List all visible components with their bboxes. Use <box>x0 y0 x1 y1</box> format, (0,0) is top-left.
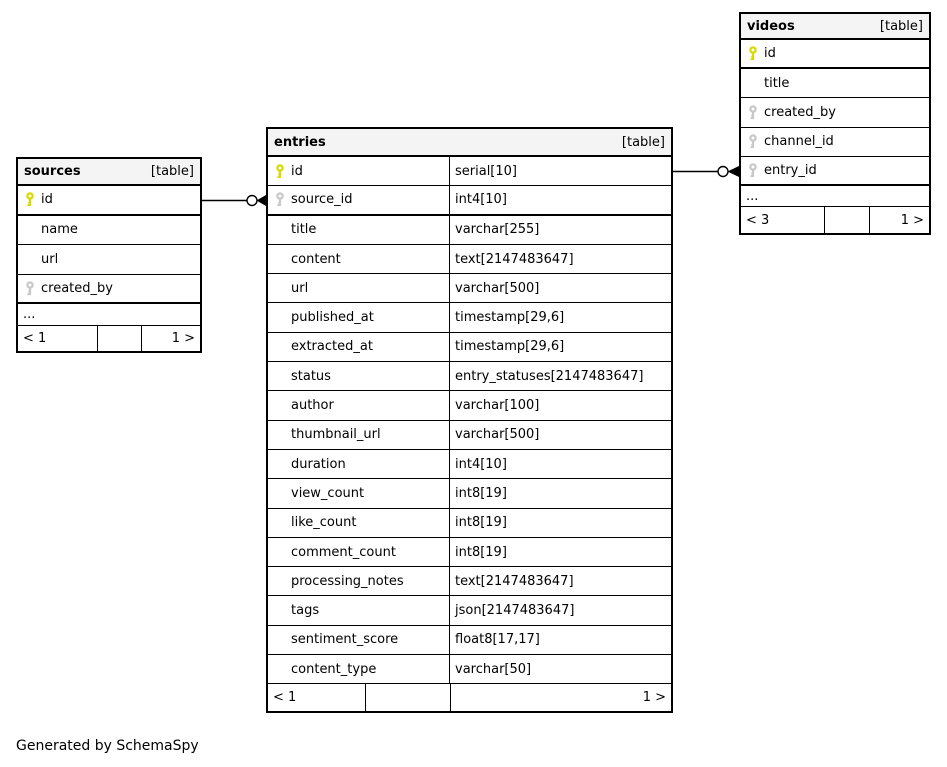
table-header[interactable] <box>741 14 929 40</box>
column-row-tags <box>268 596 671 625</box>
column-name: processing_notes <box>291 573 404 589</box>
column-row-title <box>741 69 929 98</box>
foreign-key-icon <box>275 192 285 207</box>
column-type: text[2147483647] <box>455 251 574 267</box>
column-type: varchar[500] <box>455 427 540 443</box>
column-name-cell <box>268 333 450 361</box>
column-row-created_by <box>741 98 929 127</box>
fk-connector-entries-videos <box>673 166 739 177</box>
arrowhead-marker <box>728 166 740 177</box>
table-columns <box>268 157 671 684</box>
key-spacer <box>275 545 285 560</box>
primary-key-icon <box>748 46 758 61</box>
column-row-processing_notes <box>268 567 671 596</box>
table-name[interactable]: entries <box>274 134 326 150</box>
column-row-created_by <box>18 275 200 305</box>
key-spacer <box>275 457 285 472</box>
column-type: serial[10] <box>455 163 517 179</box>
column-name-cell <box>268 391 450 419</box>
column-name: published_at <box>291 310 374 326</box>
column-name: id <box>291 163 303 179</box>
column-type: entry_statuses[2147483647] <box>455 368 644 384</box>
column-name-cell <box>268 216 450 244</box>
column-name-cell <box>18 245 200 274</box>
column-type: float8[17,17] <box>455 632 540 648</box>
column-type: varchar[500] <box>455 280 540 296</box>
column-name-cell <box>268 186 450 213</box>
table-videos <box>739 12 931 235</box>
column-type: int4[10] <box>455 192 507 208</box>
footer-spacer-cell <box>825 207 870 233</box>
table-name[interactable]: videos <box>747 18 795 34</box>
table-name[interactable]: sources <box>24 164 81 179</box>
key-spacer <box>275 369 285 384</box>
column-name-cell <box>268 157 450 185</box>
column-name: author <box>291 398 334 414</box>
key-spacer <box>275 632 285 647</box>
column-row-content_type <box>268 655 671 684</box>
column-name-cell <box>268 479 450 507</box>
column-name: entry_id <box>764 162 817 178</box>
column-name: url <box>41 251 59 267</box>
column-name-cell <box>268 303 450 331</box>
table-header[interactable] <box>18 159 200 186</box>
table-badge: [table] <box>879 18 923 34</box>
column-name-cell <box>268 509 450 537</box>
column-type: varchar[255] <box>455 222 540 238</box>
column-row-sentiment_score <box>268 626 671 655</box>
column-name-cell <box>268 274 450 302</box>
column-name: like_count <box>291 515 357 531</box>
column-row-extracted_at <box>268 333 671 362</box>
table-columns <box>741 40 929 207</box>
column-row-id <box>268 157 671 186</box>
key-spacer <box>275 339 285 354</box>
table-badge: [table] <box>150 164 194 179</box>
foreign-key-icon <box>25 281 35 296</box>
key-spacer <box>25 252 35 267</box>
column-row-like_count <box>268 509 671 538</box>
table-columns <box>18 186 200 326</box>
table-footer <box>741 207 929 233</box>
column-name: content_type <box>291 661 377 677</box>
column-type: int8[19] <box>455 485 507 501</box>
column-name-cell <box>741 40 929 67</box>
column-row-id <box>741 40 929 69</box>
column-row-author <box>268 391 671 420</box>
column-name: thumbnail_url <box>291 427 381 443</box>
key-spacer <box>275 398 285 413</box>
column-name: comment_count <box>291 544 396 560</box>
column-name: name <box>41 222 78 238</box>
column-type: int8[19] <box>455 544 507 560</box>
key-spacer <box>275 603 285 618</box>
column-name-cell <box>741 128 929 156</box>
column-name-cell <box>268 626 450 654</box>
foreign-key-icon <box>748 105 758 120</box>
footer-parents-count: 1 > <box>900 212 924 228</box>
column-type: timestamp[29,6] <box>455 310 565 326</box>
column-name-cell <box>18 216 200 245</box>
column-name-cell <box>268 538 450 566</box>
column-name-cell <box>268 596 450 624</box>
column-type: int8[19] <box>455 515 507 531</box>
column-name: status <box>291 368 331 384</box>
column-row-duration <box>268 450 671 479</box>
column-name: duration <box>291 456 346 472</box>
key-spacer <box>275 281 285 296</box>
column-type: timestamp[29,6] <box>455 339 565 355</box>
footer-children-count: < 1 <box>268 684 366 711</box>
column-name: url <box>291 280 309 296</box>
key-spacer <box>275 252 285 267</box>
footer-children-count: < 1 <box>18 326 98 352</box>
key-spacer <box>275 222 285 237</box>
column-name-cell <box>741 157 929 184</box>
column-type: int4[10] <box>455 456 507 472</box>
column-name-cell <box>18 275 200 303</box>
column-name-cell <box>268 421 450 449</box>
column-row-entry_id <box>741 157 929 186</box>
column-name: view_count <box>291 485 365 501</box>
arrowhead-marker <box>257 195 267 206</box>
table-footer <box>18 326 200 352</box>
column-name: id <box>764 46 776 62</box>
column-name-cell <box>741 98 929 126</box>
column-type: json[2147483647] <box>455 603 575 619</box>
zero-many-circle-marker <box>247 196 257 206</box>
column-name: sentiment_score <box>291 632 399 648</box>
column-row-status <box>268 362 671 391</box>
column-row-channel_id <box>741 128 929 157</box>
column-name: created_by <box>764 104 836 120</box>
footer-spacer-cell <box>366 684 451 711</box>
key-spacer <box>275 515 285 530</box>
generator-note: Generated by SchemaSpy <box>16 738 199 754</box>
column-name-cell <box>268 655 450 683</box>
column-name: extracted_at <box>291 339 373 355</box>
column-name-cell <box>268 450 450 478</box>
key-spacer <box>275 662 285 677</box>
column-row-url <box>268 274 671 303</box>
column-name: source_id <box>291 192 353 208</box>
key-spacer <box>748 76 758 91</box>
column-name-cell <box>18 186 200 214</box>
key-spacer <box>275 486 285 501</box>
column-row-thumbnail_url <box>268 421 671 450</box>
foreign-key-icon <box>748 163 758 178</box>
fk-connector-sources-entries <box>202 195 266 206</box>
table-header[interactable] <box>268 129 671 157</box>
footer-spacer-cell <box>98 326 142 352</box>
foreign-key-icon <box>748 134 758 149</box>
column-name: content <box>291 251 341 267</box>
column-row-title <box>268 216 671 245</box>
key-spacer <box>25 222 35 237</box>
table-footer <box>268 684 671 711</box>
table-entries <box>266 127 673 713</box>
key-spacer <box>275 310 285 325</box>
column-name: created_by <box>41 280 113 296</box>
table-sources <box>16 157 202 353</box>
column-row-content <box>268 245 671 274</box>
column-row-comment_count <box>268 538 671 567</box>
column-name-cell <box>268 567 450 595</box>
truncation-row: ... <box>18 304 200 326</box>
column-name: id <box>41 192 53 208</box>
column-name: title <box>764 75 790 91</box>
zero-many-circle-marker <box>718 167 728 177</box>
column-row-url <box>18 245 200 275</box>
column-type: text[2147483647] <box>455 573 574 589</box>
column-row-name <box>18 216 200 246</box>
column-name-cell <box>268 362 450 390</box>
column-name-cell <box>268 245 450 273</box>
primary-key-icon <box>275 164 285 179</box>
key-spacer <box>275 427 285 442</box>
key-spacer <box>275 574 285 589</box>
footer-parents-count: 1 > <box>642 690 666 706</box>
column-type: varchar[100] <box>455 398 540 414</box>
table-badge: [table] <box>621 134 665 150</box>
column-row-published_at <box>268 303 671 332</box>
column-name: channel_id <box>764 134 834 150</box>
column-type: varchar[50] <box>455 661 532 677</box>
footer-parents-count: 1 > <box>171 330 195 346</box>
column-name: title <box>291 222 317 238</box>
column-name: tags <box>291 603 320 619</box>
column-row-id <box>18 186 200 216</box>
column-row-source_id <box>268 186 671 215</box>
footer-children-count: < 3 <box>741 207 825 233</box>
column-row-view_count <box>268 479 671 508</box>
truncation-row: ... <box>741 186 929 208</box>
column-name-cell <box>741 69 929 97</box>
primary-key-icon <box>25 192 35 207</box>
